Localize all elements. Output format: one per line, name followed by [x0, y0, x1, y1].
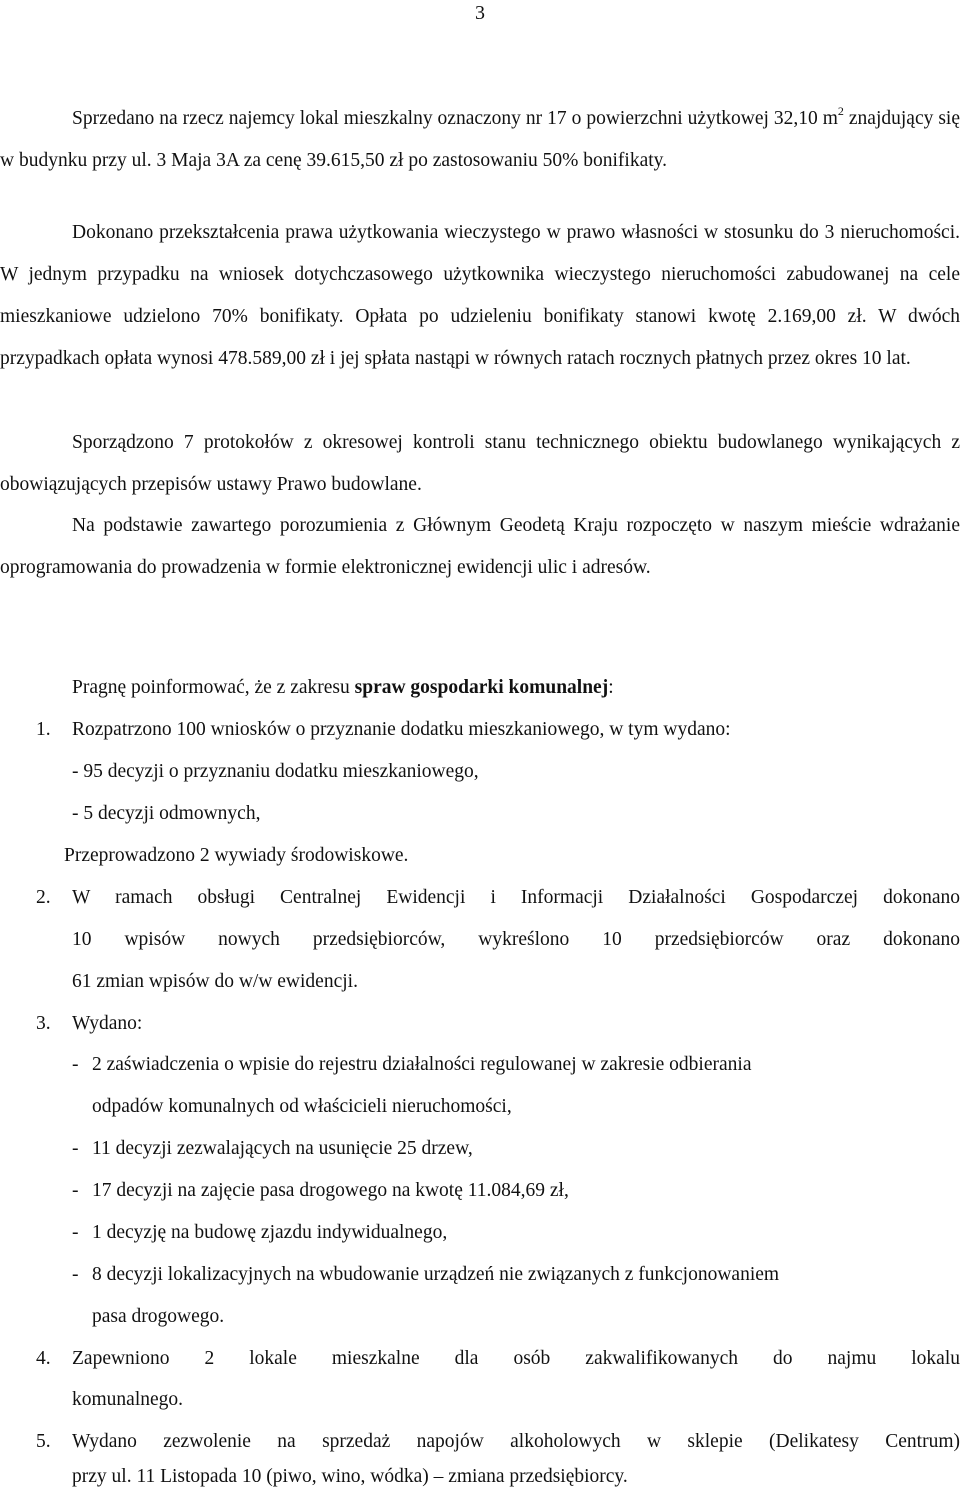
list-item-text: komunalnego. [72, 1389, 184, 1410]
list-item-number: 3. [36, 1013, 51, 1034]
paragraph-sale-text-b: znajdujący się w budynku przy ul. 3 Maja 3A za cenę 39.615,50 zł po zastosowaniu 50% bonifikaty. [0, 108, 960, 171]
list-item-continuation [0, 929, 960, 959]
area-unit-superscript: 2 [837, 104, 844, 118]
list-item-text: Wydano zezwolenie na sprzedaż napojów alkoholowych w sklepie (Delikatesy Centrum) [72, 1431, 960, 1452]
list-item-text: Rozpatrzono 100 wniosków o przyznanie dodatku mieszkaniowego, w tym wydano: [72, 719, 731, 740]
paragraph-conversion-text: Dokonano przekształcenia prawa użytkowania wieczystego w prawo własności w stosunku do 3 nieruchomości. W jednym przypadku na wniosek dotychczasowego użytkownika wieczystego nieruchomości zabudowanej na cele mieszkaniowe udzielono 70% bonifikaty. Opłata po udzieleniu bonifikaty stanowi kwotę 2.169,00 zł. W dwóch przypadkach opłata wynosi 478.589,00 zł i jej spłata nastąpi w równych ratach rocznych płatnych przez okres 10 lat. [0, 222, 960, 369]
paragraph-inspections-text: Sporządzono 7 protokołów z okresowej kontroli stanu technicznego obiektu budowlanego wynikających z obowiązujących przepisów ustawy Prawo budowlane. [0, 432, 960, 495]
list-item-1 [0, 719, 960, 749]
list-item-number: 2. [36, 887, 51, 908]
list-item-text: 61 zmian wpisów do w/w ewidencji. [72, 971, 358, 992]
paragraph-sale [0, 90, 960, 182]
list-subitem-text: - 95 decyzji o przyznaniu dodatku mieszkaniowego, [72, 761, 479, 782]
list-subitem [0, 1222, 960, 1252]
list-item-text: przy ul. 11 Listopada 10 (piwo, wino, wódka) – zmiana przedsiębiorcy. [72, 1466, 628, 1487]
list-subitem-text: 1 decyzję na budowę zjazdu indywidualnego, [92, 1222, 448, 1243]
list-subitem [0, 761, 960, 791]
list-subitem-text: - 5 decyzji odmownych, [72, 803, 261, 824]
list-item-note-text: Przeprowadzono 2 wywiady środowiskowe. [64, 845, 409, 866]
list-item-text: Zapewniono 2 lokale mieszkalne dla osób zakwalifikowanych do najmu lokalu [72, 1348, 960, 1369]
dash-marker: - [72, 1222, 79, 1243]
list-item-note [0, 845, 960, 875]
paragraph-geodesy-text: Na podstawie zawartego porozumienia z Głównym Geodetą Kraju rozpoczęto w naszym mieście wdrażanie oprogramowania do prowadzenia w formie elektronicznej ewidencji ulic i adresów. [0, 515, 960, 578]
list-item-text: W ramach obsługi Centralnej Ewidencji i Informacji Działalności Gospodarczej dokonano [72, 887, 960, 908]
list-item-continuation [0, 1389, 960, 1419]
list-subitem [0, 1264, 960, 1294]
list-subitem [0, 803, 960, 833]
list-subitem [0, 1180, 960, 1210]
list-subitem-text: odpadów komunalnych od właścicieli nieruchomości, [92, 1096, 512, 1117]
list-subitem-text: pasa drogowego. [92, 1306, 225, 1327]
list-subitem-continuation [0, 1306, 960, 1336]
section-intro [0, 677, 960, 707]
list-item-number: 5. [36, 1431, 51, 1452]
paragraph-sale-text-a: Sprzedano na rzecz najemcy lokal mieszkalny oznaczony nr 17 o powierzchni użytkowej 32,10 m [72, 108, 838, 129]
list-subitem-continuation [0, 1096, 960, 1126]
dash-marker: - [72, 1054, 79, 1075]
list-subitem-text: 8 decyzji lokalizacyjnych na wbudowanie urządzeń nie związanych z funkcjonowaniem [92, 1264, 780, 1285]
paragraph-geodesy [0, 505, 960, 589]
list-item-continuation [0, 971, 960, 1001]
list-item-continuation [0, 1466, 960, 1496]
list-item-4 [0, 1348, 960, 1378]
paragraph-inspections [0, 422, 960, 506]
list-subitem-text: 2 zaświadczenia o wpisie do rejestru działalności regulowanej w zakresie odbierania [92, 1054, 752, 1075]
list-subitem [0, 1054, 960, 1084]
list-subitem [0, 1138, 960, 1168]
paragraph-conversion [0, 212, 960, 380]
list-item-number: 4. [36, 1348, 51, 1369]
list-subitem-text: 11 decyzji zezwalających na usunięcie 25 drzew, [92, 1138, 473, 1159]
section-intro-bold: spraw gospodarki komunalnej [354, 677, 609, 698]
list-item-text: Wydano: [72, 1013, 143, 1034]
list-subitem-text: 17 decyzji na zajęcie pasa drogowego na kwotę 11.084,69 zł, [92, 1180, 569, 1201]
dash-marker: - [72, 1138, 79, 1159]
list-item-3 [0, 1013, 960, 1043]
list-item-text: 10 wpisów nowych przedsiębiorców, wykreślono 10 przedsiębiorców oraz dokonano [72, 929, 960, 950]
list-item-number: 1. [36, 719, 51, 740]
section-intro-lead: Pragnę poinformować, że z zakresu [72, 677, 355, 698]
section-intro-colon: : [608, 677, 614, 698]
list-item-5 [0, 1431, 960, 1461]
page-number: 3 [475, 2, 485, 24]
dash-marker: - [72, 1264, 79, 1285]
list-item-2 [0, 887, 960, 917]
dash-marker: - [72, 1180, 79, 1201]
